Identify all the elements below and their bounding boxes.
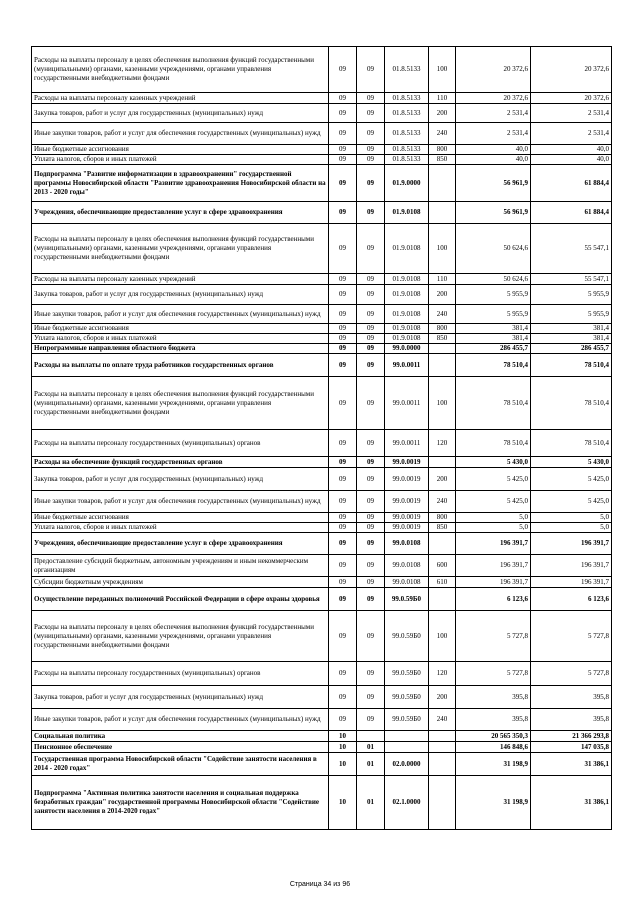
cell-pr: 09 [357, 274, 385, 285]
cell-vr: 110 [429, 93, 456, 104]
cell-rz: 09 [329, 354, 357, 377]
cell-y2: 5 955,9 [531, 285, 612, 305]
cell-pr: 09 [357, 344, 385, 354]
cell-y2: 21 366 293,8 [531, 731, 612, 742]
cell-vr [429, 731, 456, 742]
cell-rz: 09 [329, 588, 357, 611]
cell-y2: 31 386,1 [531, 753, 612, 776]
cell-rz: 09 [329, 324, 357, 334]
cell-name: Уплата налогов, сборов и иных платежей [32, 523, 329, 533]
cell-csr: 99.0.59Б0 [385, 709, 429, 731]
cell-y2: 31 386,1 [531, 776, 612, 830]
cell-csr: 99.0.0019 [385, 513, 429, 523]
table-row [32, 430, 612, 457]
cell-y1: 31 198,9 [456, 753, 531, 776]
table-row [32, 155, 612, 165]
cell-y1: 5,0 [456, 523, 531, 533]
cell-rz: 09 [329, 202, 357, 224]
cell-rz: 10 [329, 753, 357, 776]
cell-pr: 09 [357, 430, 385, 457]
cell-y1: 196 391,7 [456, 577, 531, 588]
cell-pr: 09 [357, 588, 385, 611]
cell-rz: 09 [329, 430, 357, 457]
cell-y2: 5 955,9 [531, 305, 612, 324]
table-row [32, 344, 612, 354]
cell-pr: 09 [357, 104, 385, 123]
cell-vr [429, 344, 456, 354]
cell-rz: 09 [329, 47, 357, 93]
cell-y2: 55 547,1 [531, 274, 612, 285]
cell-vr: 240 [429, 491, 456, 513]
cell-csr: 99.0.59Б0 [385, 611, 429, 662]
cell-y1: 20 565 350,3 [456, 731, 531, 742]
table-row [32, 377, 612, 430]
cell-csr: 99.0.0000 [385, 344, 429, 354]
cell-y2: 6 123,6 [531, 588, 612, 611]
cell-pr: 09 [357, 334, 385, 344]
cell-csr: 99.0.0108 [385, 555, 429, 577]
cell-vr: 240 [429, 709, 456, 731]
cell-y1: 2 531,4 [456, 123, 531, 145]
table-row [32, 577, 612, 588]
cell-rz: 09 [329, 285, 357, 305]
cell-pr: 09 [357, 47, 385, 93]
cell-pr: 09 [357, 354, 385, 377]
cell-pr [357, 731, 385, 742]
cell-name: Расходы на выплаты персоналу в целях обеспечения выполнения функций государственными (муниципальными) органами, казенными учреждениями, органами управления государственными внебюджетными фондами [32, 611, 329, 662]
cell-name: Уплата налогов, сборов и иных платежей [32, 155, 329, 165]
cell-pr: 09 [357, 93, 385, 104]
cell-y2: 286 455,7 [531, 344, 612, 354]
cell-pr: 09 [357, 513, 385, 523]
cell-vr: 800 [429, 513, 456, 523]
cell-rz: 09 [329, 457, 357, 468]
cell-vr: 600 [429, 555, 456, 577]
cell-csr: 99.0.59Б0 [385, 588, 429, 611]
cell-rz: 09 [329, 468, 357, 491]
table-row [32, 533, 612, 555]
cell-vr: 240 [429, 123, 456, 145]
cell-csr: 01.9.0108 [385, 334, 429, 344]
cell-y1: 50 624,6 [456, 274, 531, 285]
cell-name: Расходы на выплаты персоналу государственных (муниципальных) органов [32, 662, 329, 686]
table-row [32, 523, 612, 533]
cell-y2: 196 391,7 [531, 533, 612, 555]
cell-name: Государственная программа Новосибирской области "Содействие занятости населения в 2014 - 2020 годах" [32, 753, 329, 776]
cell-rz: 09 [329, 491, 357, 513]
cell-y1: 6 123,6 [456, 588, 531, 611]
page-footer: Страница 34 из 96 [289, 881, 351, 888]
cell-vr [429, 457, 456, 468]
cell-name: Закупка товаров, работ и услуг для государственных (муниципальных) нужд [32, 468, 329, 491]
cell-y2: 381,4 [531, 334, 612, 344]
cell-csr: 01.8.5133 [385, 145, 429, 155]
table-row [32, 731, 612, 742]
cell-y1: 78 510,4 [456, 430, 531, 457]
cell-y2: 40,0 [531, 145, 612, 155]
cell-csr: 01.9.0108 [385, 202, 429, 224]
table-row [32, 305, 612, 324]
cell-vr: 850 [429, 523, 456, 533]
cell-pr: 09 [357, 611, 385, 662]
table-row [32, 491, 612, 513]
cell-name: Учреждения, обеспечивающие предоставление услуг в сфере здравоохранения [32, 202, 329, 224]
cell-y2: 5,0 [531, 513, 612, 523]
cell-y2: 78 510,4 [531, 430, 612, 457]
cell-name: Иные бюджетные ассигнования [32, 324, 329, 334]
cell-csr: 01.9.0108 [385, 324, 429, 334]
cell-csr: 01.9.0108 [385, 224, 429, 274]
cell-y1: 20 372,6 [456, 93, 531, 104]
cell-y1: 5 425,0 [456, 491, 531, 513]
cell-rz: 09 [329, 523, 357, 533]
cell-name: Расходы на выплаты персоналу в целях обеспечения выполнения функций государственными (муниципальными) органами, казенными учреждениями, органами управления государственными внебюджетными фондами [32, 224, 329, 274]
table-row [32, 709, 612, 731]
cell-rz: 09 [329, 145, 357, 155]
cell-y1: 56 961,9 [456, 202, 531, 224]
cell-name: Иные бюджетные ассигнования [32, 513, 329, 523]
cell-y1: 286 455,7 [456, 344, 531, 354]
cell-name: Учреждения, обеспечивающие предоставление услуг в сфере здравоохранения [32, 533, 329, 555]
cell-vr: 110 [429, 274, 456, 285]
cell-rz: 09 [329, 155, 357, 165]
table-row [32, 274, 612, 285]
cell-y1: 40,0 [456, 155, 531, 165]
cell-csr: 01.8.5133 [385, 93, 429, 104]
cell-y1: 2 531,4 [456, 104, 531, 123]
table-row [32, 457, 612, 468]
cell-vr [429, 165, 456, 202]
cell-y1: 50 624,6 [456, 224, 531, 274]
cell-pr: 01 [357, 742, 385, 753]
cell-name: Субсидии бюджетным учреждениям [32, 577, 329, 588]
cell-y2: 147 035,8 [531, 742, 612, 753]
cell-csr: 01.9.0108 [385, 274, 429, 285]
cell-name: Подпрограмма "Развитие информатизации в здравоохранении" государственной программы Новосибирской области "Развитие здравоохранения Новосибирской области на 2013 - 2020 годы" [32, 165, 329, 202]
table-row [32, 662, 612, 686]
cell-y2: 20 372,6 [531, 47, 612, 93]
cell-y1: 5 425,0 [456, 468, 531, 491]
cell-rz: 09 [329, 305, 357, 324]
cell-csr: 99.0.0019 [385, 491, 429, 513]
cell-y2: 61 884,4 [531, 165, 612, 202]
cell-name: Расходы на выплаты персоналу в целях обеспечения выполнения функций государственными (муниципальными) органами, казенными учреждениями, органами управления государственными внебюджетными фондами [32, 47, 329, 93]
cell-y1: 395,8 [456, 709, 531, 731]
cell-vr [429, 354, 456, 377]
cell-vr [429, 533, 456, 555]
cell-name: Иные закупки товаров, работ и услуг для обеспечения государственных (муниципальных) нужд [32, 709, 329, 731]
table-row [32, 224, 612, 274]
budget-table [31, 46, 612, 830]
cell-y1: 196 391,7 [456, 555, 531, 577]
table-row [32, 555, 612, 577]
cell-pr: 09 [357, 709, 385, 731]
cell-pr: 09 [357, 457, 385, 468]
cell-y2: 78 510,4 [531, 377, 612, 430]
cell-csr: 02.0.0000 [385, 753, 429, 776]
cell-rz: 09 [329, 686, 357, 709]
cell-name: Иные бюджетные ассигнования [32, 145, 329, 155]
cell-csr: 99.0.0011 [385, 354, 429, 377]
cell-vr: 100 [429, 47, 456, 93]
cell-vr: 100 [429, 377, 456, 430]
cell-csr: 99.0.0011 [385, 430, 429, 457]
cell-y1: 5 430,0 [456, 457, 531, 468]
cell-y1: 5 727,8 [456, 662, 531, 686]
table-row [32, 776, 612, 830]
cell-name: Социальная политика [32, 731, 329, 742]
cell-vr: 120 [429, 662, 456, 686]
table-row [32, 324, 612, 334]
cell-vr: 800 [429, 145, 456, 155]
table-row [32, 354, 612, 377]
cell-name: Уплата налогов, сборов и иных платежей [32, 334, 329, 344]
cell-csr: 99.0.0019 [385, 457, 429, 468]
cell-csr: 01.9.0000 [385, 165, 429, 202]
cell-rz: 09 [329, 93, 357, 104]
cell-pr: 01 [357, 776, 385, 830]
cell-pr: 09 [357, 686, 385, 709]
cell-vr [429, 776, 456, 830]
cell-pr: 09 [357, 533, 385, 555]
cell-vr: 800 [429, 324, 456, 334]
cell-y2: 395,8 [531, 709, 612, 731]
cell-name: Расходы на обеспечение функций государственных органов [32, 457, 329, 468]
cell-y2: 20 372,6 [531, 93, 612, 104]
cell-y2: 5 425,0 [531, 491, 612, 513]
cell-y2: 2 531,4 [531, 104, 612, 123]
cell-name: Закупка товаров, работ и услуг для государственных (муниципальных) нужд [32, 104, 329, 123]
cell-pr: 09 [357, 202, 385, 224]
table-row [32, 611, 612, 662]
cell-name: Расходы на выплаты персоналу казенных учреждений [32, 93, 329, 104]
cell-rz: 09 [329, 662, 357, 686]
cell-name: Иные закупки товаров, работ и услуг для обеспечения государственных (муниципальных) нужд [32, 123, 329, 145]
cell-vr: 100 [429, 611, 456, 662]
cell-vr: 200 [429, 468, 456, 491]
cell-rz: 09 [329, 334, 357, 344]
cell-y1: 31 198,9 [456, 776, 531, 830]
cell-csr: 02.1.0000 [385, 776, 429, 830]
table-row [32, 93, 612, 104]
cell-y2: 196 391,7 [531, 577, 612, 588]
cell-y1: 381,4 [456, 334, 531, 344]
cell-vr [429, 753, 456, 776]
cell-name: Непрограммные направления областного бюджета [32, 344, 329, 354]
cell-pr: 09 [357, 145, 385, 155]
table-row [32, 123, 612, 145]
cell-y1: 5 955,9 [456, 305, 531, 324]
cell-y1: 146 848,6 [456, 742, 531, 753]
cell-pr: 09 [357, 577, 385, 588]
table-row [32, 753, 612, 776]
cell-name: Пенсионное обеспечение [32, 742, 329, 753]
cell-pr: 09 [357, 224, 385, 274]
cell-name: Расходы на выплаты персоналу государственных (муниципальных) органов [32, 430, 329, 457]
cell-y1: 78 510,4 [456, 354, 531, 377]
cell-rz: 09 [329, 224, 357, 274]
table-row [32, 588, 612, 611]
table-row [32, 334, 612, 344]
table-row [32, 202, 612, 224]
cell-rz: 09 [329, 513, 357, 523]
cell-y2: 5 425,0 [531, 468, 612, 491]
table-row [32, 104, 612, 123]
cell-rz: 09 [329, 377, 357, 430]
cell-vr: 200 [429, 686, 456, 709]
cell-pr: 09 [357, 377, 385, 430]
cell-pr: 09 [357, 324, 385, 334]
cell-csr [385, 731, 429, 742]
cell-y1: 56 961,9 [456, 165, 531, 202]
cell-y1: 40,0 [456, 145, 531, 155]
cell-vr: 100 [429, 224, 456, 274]
cell-csr: 01.9.0108 [385, 285, 429, 305]
cell-csr: 99.0.0019 [385, 468, 429, 491]
cell-vr [429, 742, 456, 753]
cell-csr: 01.8.5133 [385, 47, 429, 93]
table-row [32, 513, 612, 523]
cell-csr: 99.0.0108 [385, 577, 429, 588]
table-row [32, 145, 612, 155]
cell-y2: 5 430,0 [531, 457, 612, 468]
cell-pr: 09 [357, 662, 385, 686]
cell-csr: 99.0.0108 [385, 533, 429, 555]
cell-y1: 5,0 [456, 513, 531, 523]
cell-name: Расходы на выплаты персоналу казенных учреждений [32, 274, 329, 285]
cell-vr [429, 588, 456, 611]
cell-y1: 395,8 [456, 686, 531, 709]
cell-rz: 09 [329, 577, 357, 588]
cell-pr: 09 [357, 491, 385, 513]
cell-y2: 395,8 [531, 686, 612, 709]
cell-y1: 20 372,6 [456, 47, 531, 93]
cell-rz: 09 [329, 165, 357, 202]
table-row [32, 285, 612, 305]
cell-rz: 09 [329, 611, 357, 662]
cell-rz: 09 [329, 555, 357, 577]
cell-name: Предоставление субсидий бюджетным, автономным учреждениям и иным некоммерческим организациям [32, 555, 329, 577]
cell-csr: 01.8.5133 [385, 123, 429, 145]
cell-y1: 78 510,4 [456, 377, 531, 430]
cell-y2: 381,4 [531, 324, 612, 334]
table-row [32, 686, 612, 709]
cell-y2: 5 727,8 [531, 662, 612, 686]
cell-name: Закупка товаров, работ и услуг для государственных (муниципальных) нужд [32, 285, 329, 305]
cell-pr: 09 [357, 555, 385, 577]
cell-csr: 01.9.0108 [385, 305, 429, 324]
cell-csr [385, 742, 429, 753]
cell-name: Закупка товаров, работ и услуг для государственных (муниципальных) нужд [32, 686, 329, 709]
cell-csr: 99.0.0019 [385, 523, 429, 533]
cell-name: Расходы на выплаты по оплате труда работников государственных органов [32, 354, 329, 377]
cell-y2: 61 884,4 [531, 202, 612, 224]
cell-csr: 99.0.59Б0 [385, 662, 429, 686]
cell-csr: 99.0.59Б0 [385, 686, 429, 709]
cell-vr: 240 [429, 305, 456, 324]
cell-y2: 40,0 [531, 155, 612, 165]
cell-y2: 55 547,1 [531, 224, 612, 274]
cell-pr: 01 [357, 753, 385, 776]
cell-csr: 01.8.5133 [385, 104, 429, 123]
table-row [32, 742, 612, 753]
cell-vr: 850 [429, 155, 456, 165]
table-row [32, 468, 612, 491]
cell-y1: 196 391,7 [456, 533, 531, 555]
cell-name: Осуществление переданных полномочий Российской Федерации в сфере охраны здоровья [32, 588, 329, 611]
cell-y2: 5,0 [531, 523, 612, 533]
cell-y2: 196 391,7 [531, 555, 612, 577]
cell-pr: 09 [357, 468, 385, 491]
cell-y1: 5 727,8 [456, 611, 531, 662]
table-row [32, 47, 612, 93]
cell-vr: 120 [429, 430, 456, 457]
cell-name: Иные закупки товаров, работ и услуг для обеспечения государственных (муниципальных) нужд [32, 491, 329, 513]
cell-rz: 10 [329, 776, 357, 830]
cell-rz: 09 [329, 123, 357, 145]
cell-vr: 850 [429, 334, 456, 344]
cell-rz: 10 [329, 731, 357, 742]
cell-rz: 09 [329, 274, 357, 285]
cell-pr: 09 [357, 285, 385, 305]
cell-name: Иные закупки товаров, работ и услуг для обеспечения государственных (муниципальных) нужд [32, 305, 329, 324]
cell-y2: 78 510,4 [531, 354, 612, 377]
cell-rz: 09 [329, 709, 357, 731]
cell-pr: 09 [357, 523, 385, 533]
cell-rz: 09 [329, 104, 357, 123]
cell-name: Подпрограмма "Активная политика занятости населения и социальная поддержка безработных граждан" государственной программы Новосибирской области "Содействие занятости населения в 2014-2020 годах" [32, 776, 329, 830]
cell-y1: 5 955,9 [456, 285, 531, 305]
cell-csr: 01.8.5133 [385, 155, 429, 165]
cell-vr: 200 [429, 285, 456, 305]
cell-vr: 610 [429, 577, 456, 588]
cell-vr [429, 202, 456, 224]
cell-y2: 5 727,8 [531, 611, 612, 662]
cell-rz: 09 [329, 344, 357, 354]
cell-y1: 381,4 [456, 324, 531, 334]
cell-csr: 99.0.0011 [385, 377, 429, 430]
cell-y2: 2 531,4 [531, 123, 612, 145]
cell-rz: 10 [329, 742, 357, 753]
cell-rz: 09 [329, 533, 357, 555]
cell-name: Расходы на выплаты персоналу в целях обеспечения выполнения функций государственными (муниципальными) органами, казенными учреждениями, органами управления государственными внебюджетными фондами [32, 377, 329, 430]
cell-pr: 09 [357, 165, 385, 202]
cell-pr: 09 [357, 155, 385, 165]
cell-pr: 09 [357, 305, 385, 324]
table-row [32, 165, 612, 202]
cell-pr: 09 [357, 123, 385, 145]
cell-vr: 200 [429, 104, 456, 123]
